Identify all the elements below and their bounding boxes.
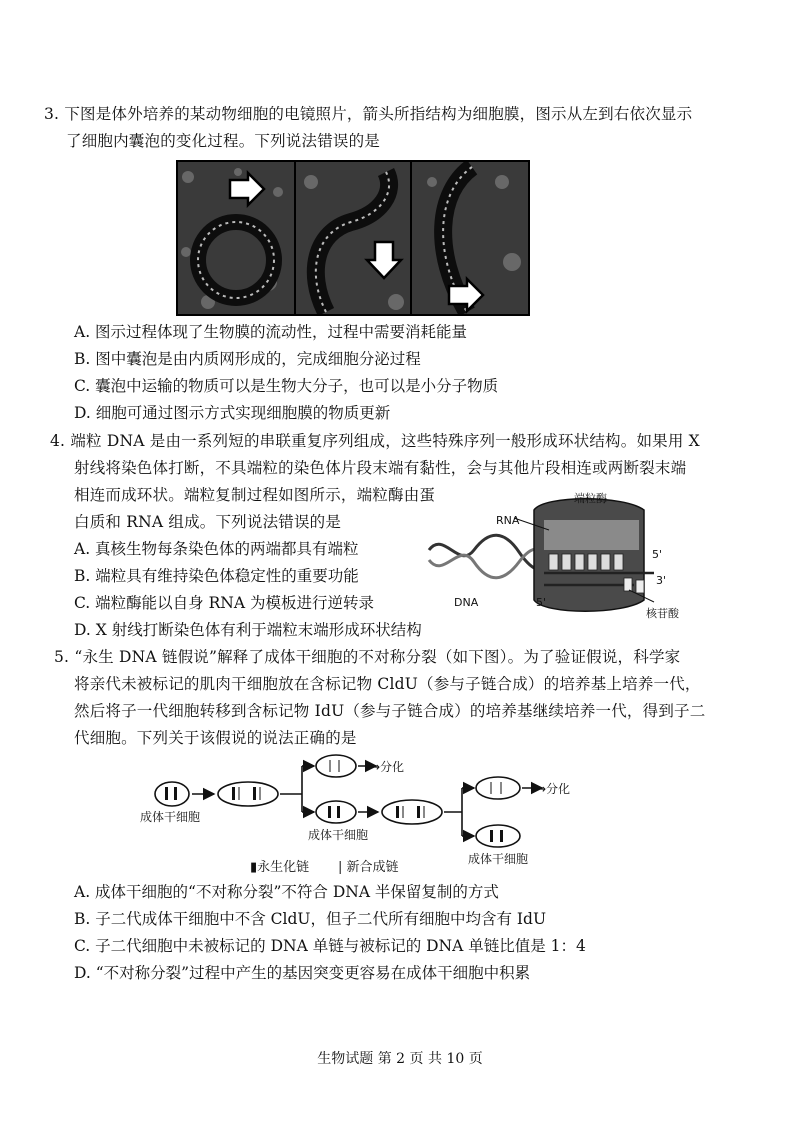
q5-stem-line4: 代细胞。下列关于该假说的说法正确的是 (74, 729, 357, 747)
micrograph-2 (294, 160, 412, 316)
end-5-top: 5' (652, 548, 663, 561)
differentiate-label-2: →分化 (536, 782, 571, 796)
q4-stem-line1: 4. 端粒 DNA 是由一系列短的串联重复序列组成，这些特殊序列一般形成环状结构。如果用 X (50, 432, 700, 450)
q5-option-b: B. 子二代成体干细胞中不含 CldU，但子二代所有细胞中均含有 IdU (74, 910, 547, 928)
page-footer: 生物试题 第 2 页 共 10 页 (317, 1051, 483, 1067)
q4-stem-line2: 射线将染色体打断，不具端粒的染色体片段末端有黏性，会与其他片段相连或两断裂末端 (74, 459, 687, 477)
q3-stem-line1: 3. 下图是体外培养的某动物细胞的电镜照片，箭头所指结构为细胞膜，图示从左到右依次显示 (44, 105, 693, 123)
rna-label: RNA (496, 514, 520, 527)
q3-stem-line2: 了细胞内囊泡的变化过程。下列说法错误的是 (66, 132, 381, 150)
legend-new-strand: | 新合成链 (338, 860, 399, 875)
nucleotide-label: 核苷酸 (646, 607, 679, 620)
stem-cell-label-3: 成体干细胞 (468, 852, 529, 866)
micrograph-3 (410, 160, 530, 316)
q3-option-d: D. 细胞可通过图示方式实现细胞膜的物质更新 (74, 404, 391, 422)
q5-stem-line1: 5. “永生 DNA 链假说”解释了成体干细胞的不对称分裂（如下图）。为了验证假说，科学家 (54, 648, 681, 666)
q4-option-d: D. X 射线打断染色体有利于端粒末端形成环状结构 (74, 621, 422, 639)
q3-option-b: B. 图中囊泡是由内质网形成的，完成细胞分泌过程 (74, 350, 421, 368)
q5-option-a: A. 成体干细胞的“不对称分裂”不符合 DNA 半保留复制的方式 (74, 883, 499, 901)
dna-label: DNA (454, 596, 479, 609)
end-3: 3' (656, 574, 667, 587)
q3-option-c: C. 囊泡中运输的物质可以是生物大分子，也可以是小分子物质 (74, 377, 499, 395)
micrograph-1 (176, 160, 296, 316)
q4-option-b: B. 端粒具有维持染色体稳定性的重要功能 (74, 567, 359, 585)
q5-option-d: D. “不对称分裂”过程中产生的基因突变更容易在成体干细胞中积累 (74, 964, 531, 982)
stem-cell-label-1: 成体干细胞 (140, 810, 201, 824)
immortal-strand-figure (140, 752, 610, 870)
q4-option-a: A. 真核生物每条染色体的两端都具有端粒 (74, 540, 359, 558)
telomerase-figure (424, 490, 680, 622)
stem-cell-label-2: 成体干细胞 (308, 828, 369, 842)
legend-immortal-strand: ▮永生化链 (250, 860, 310, 875)
q4-option-c: C. 端粒酶能以自身 RNA 为模板进行逆转录 (74, 594, 374, 612)
differentiate-label-1: →分化 (370, 760, 405, 774)
telomerase-label: 端粒酶 (574, 492, 607, 505)
q5-stem-line2: 将亲代未被标记的肌肉干细胞放在含标记物 CldU（参与子链合成）的培养基上培养一代， (74, 675, 701, 693)
end-5-bottom: 5' (536, 596, 547, 609)
q5-stem-line3: 然后将子一代细胞转移到含标记物 IdU（参与子链合成）的培养基继续培养一代，得到子二 (74, 702, 706, 720)
q4-stem-line4: 白质和 RNA 组成。下列说法错误的是 (74, 513, 342, 531)
q3-option-a: A. 图示过程体现了生物膜的流动性，过程中需要消耗能量 (74, 323, 468, 341)
q4-stem-line3: 相连而成环状。端粒复制过程如图所示，端粒酶由蛋 (74, 486, 436, 504)
q5-option-c: C. 子二代细胞中未被标记的 DNA 单链与被标记的 DNA 单链比值是 1：4 (74, 937, 586, 955)
